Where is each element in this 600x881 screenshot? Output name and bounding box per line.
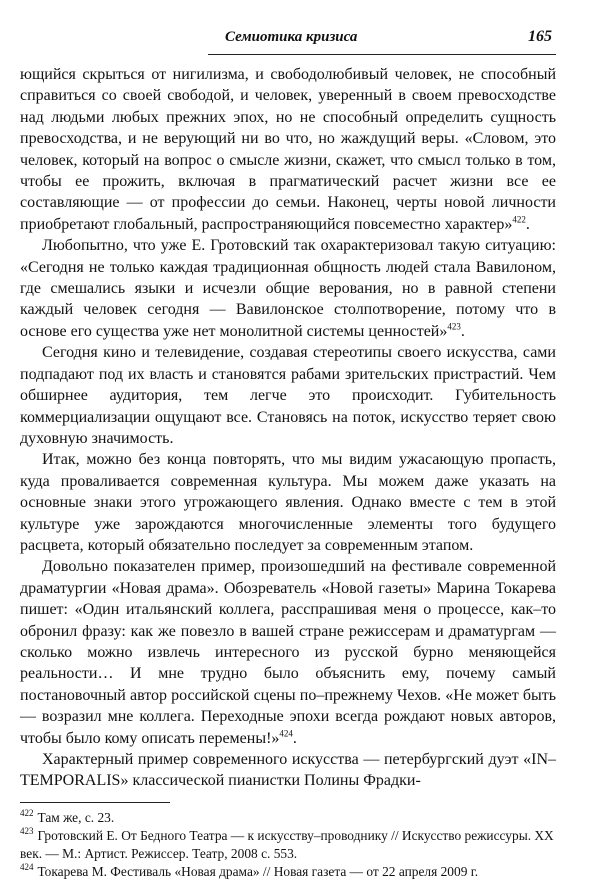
running-head (20, 26, 556, 56)
paragraph-2: Любопытно, что уже Е. Гротовский так охарактеризовал такую ситуацию: «Сегодня не только каждая традиционная общность людей стала Вавилоном, где смешались языки и исчезли общие верования, но в равной степени каждый человек сегодня — Вавилонское столпотворение, потому что в основе его существа уже нет монолитной системы ценностей»$^{423}$. (20, 237, 556, 340)
body-text (20, 64, 556, 792)
footnote-ref-423: 423 (447, 321, 461, 332)
page-number: 165 (528, 28, 552, 45)
paragraph-6: Характерный пример современного искусства — петербургский дуэт «IN–TEMPORALIS» классической пианистки Полины Фрадки- (20, 751, 556, 790)
paragraph-1: ющийся скрыться от нигилизма, и свободолюбивый человек, не способный справиться со своей свободой, и человек, уверенный в своем превосходстве над людьми любых прежних эпох, но не способный определить сущность превосходства, и не верующий ни во что, но жаждущий веры. «Словом, это человек, который на вопрос о смысле жизни, скажет, что смысл только в том, чтобы ее прожить, включая в прагматический расчет жизни все ее составляющие — от профессии до семьи. Наконец, черты новой личности приобретают глобальный, распространяющийся повсеместно характер»$^{422}$. (20, 66, 556, 233)
paragraph-4: Итак, можно без конца повторять, что мы видим ужасающую пропасть, куда проваливается современная культура. Мы можем даже указать на основные знаки этого угрожающего явления. Однако вместе с тем в этой культуре уже зарождаются многочисленные элементы того будущего расцвета, который обязательно последует за современным этапом. (20, 451, 556, 554)
footnote-422: $^{422}$ Там же, с. 23. (20, 808, 115, 825)
footnote-rule (20, 802, 170, 803)
book-page (20, 26, 556, 879)
paragraph-5: Довольно показателен пример, произошедший на фестивале современной драматургии «Новая драма». Обозреватель «Новой газеты» Марина Токарева пишет: «Один итальянский коллега, расспрашивая меня о процессе, как–то обронил фразу: как же повезло в вашей стране режиссерам и драматургам — сколько можно извлечь интересного из русской бурно меняющейся реальности… И мне трудно было объяснить ему, почему самый постановочный автор российской сцены по–прежнему Чехов. «Не может быть — возразил мне коллега. Переходные эпохи всегда рождают новых авторов, чтобы было кому описать перемены!»$^{424}$. (20, 558, 556, 747)
footnote-ref-422: 422 (512, 214, 526, 225)
paragraph-3: Сегодня кино и телевидение, создавая стереотипы своего искусства, сами подпадают под их власть и становятся рабами зрительских пристрастий. Чем обширнее аудитория, тем легче это происходит. Губительность коммерциализации ощущают все. Становясь на поток, искусство теряет свою духовную значимость. (20, 344, 556, 447)
running-title: Семиотика кризиса (225, 29, 358, 45)
header-rule (208, 54, 556, 55)
footnote-423: $^{423}$ Гротовский Е. От Бедного Театра — к искусству–проводнику // Искусство режиссуры. XX век. — М.: Артист. Режиссер. Театр, 2008 с. 553. (20, 826, 554, 861)
footnotes (20, 809, 556, 881)
footnote-ref-424: 424 (279, 728, 293, 739)
footnote-424: $^{424}$ Токарева М. Фестиваль «Новая драма» // Новая газета — от 22 апреля 2009 г. (20, 862, 479, 879)
